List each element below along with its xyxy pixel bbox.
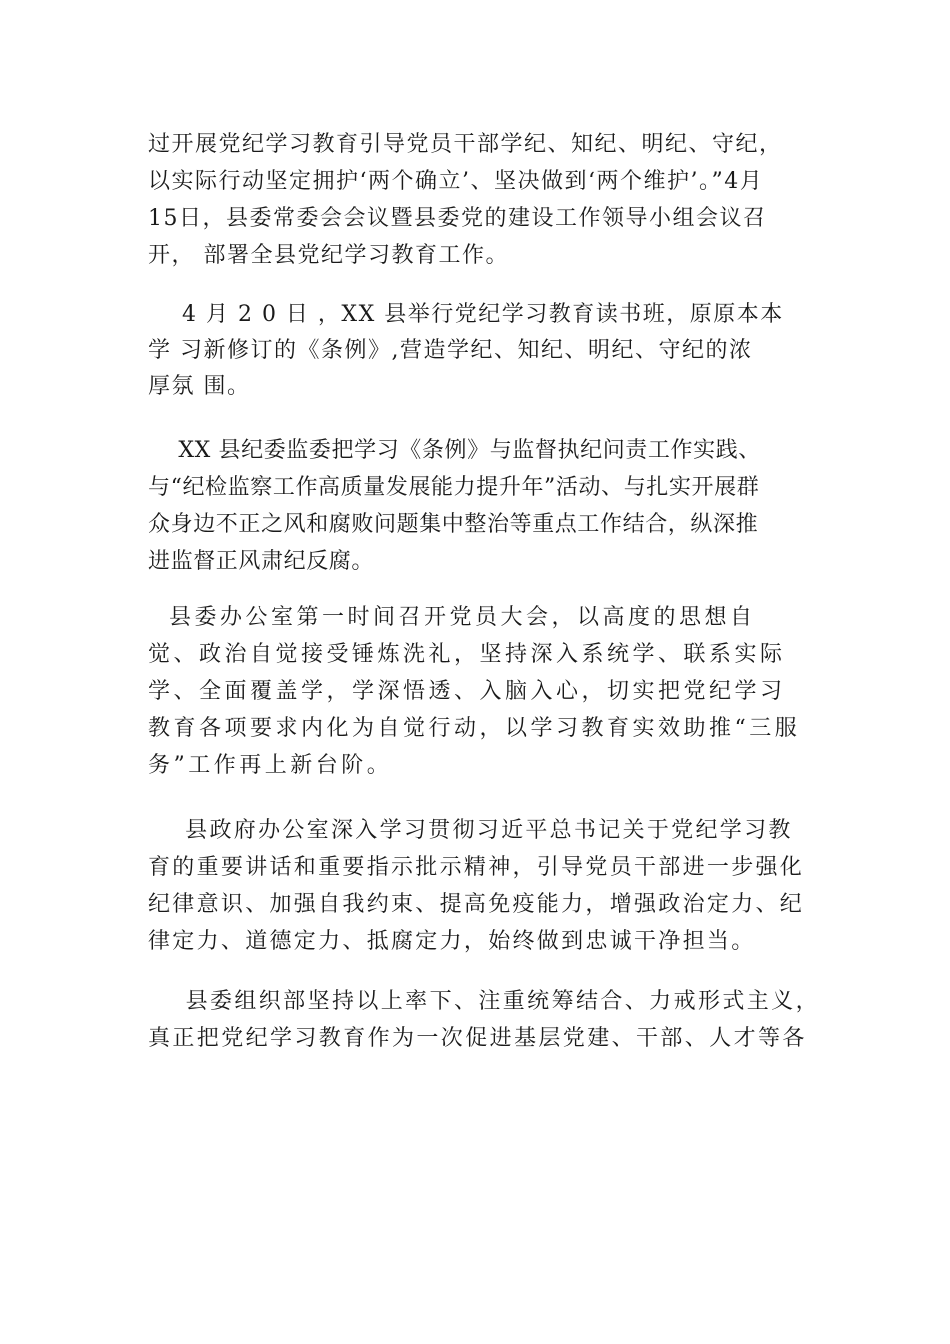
text-line: 开， 部署全县党纪学习教育工作。	[148, 243, 509, 268]
paragraph-5	[148, 812, 828, 960]
text-line: 以实际行动坚定拥护‘两个确立’、坚决做到‘两个维护’。”4月	[148, 169, 764, 194]
text-line: 县政府办公室深入学习贯彻习近平总书记关于党纪学习教	[148, 818, 793, 843]
text-line: 进监督正风肃纪反腐。	[148, 549, 375, 574]
paragraph-2	[148, 297, 828, 405]
text-line: 学 习新修订的《条例》,营造学纪、知纪、明纪、守纪的浓	[148, 338, 753, 363]
text-line: 县委组织部坚持以上率下、注重统筹结合、力戒形式主义，	[148, 989, 820, 1014]
paragraph-1	[148, 126, 828, 274]
text-line: 律定力、道德定力、抵腐定力，始终做到忠诚干净担当。	[148, 929, 756, 954]
text-line: 县委办公室第一时间召开党员大会，以高度的思想自	[148, 605, 756, 630]
text-line: 育的重要讲话和重要指示批示精神，引导党员干部进一步强化	[148, 855, 805, 880]
text-line: 4 月 2 0 日 ，XX 县举行党纪学习教育读书班，原原本本	[148, 302, 784, 327]
text-line: 15日，县委常委会会议暨县委党的建设工作领导小组会议召	[148, 206, 767, 231]
text-line: 觉、政治自觉接受锤炼洗礼，坚持深入系统学、联系实际	[148, 642, 786, 667]
text-line: 教育各项要求内化为自觉行动，以学习教育实效助推“三服	[148, 716, 801, 741]
text-line: 务”工作再上新台阶。	[148, 753, 393, 778]
paragraph-3	[148, 432, 828, 580]
text-line: 众身边不正之风和腐败问题集中整治等重点工作结合，纵深推	[148, 512, 759, 537]
text-line: XX 县纪委监委把学习《条例》与监督执纪问责工作实践、	[148, 438, 761, 463]
text-line: 过开展党纪学习教育引导党员干部学纪、知纪、明纪、守纪，	[148, 132, 783, 157]
text-line: 纪律意识、加强自我约束、提高免疫能力，增强政治定力、纪	[148, 892, 805, 917]
paragraph-6	[148, 983, 828, 1057]
text-line: 真正把党纪学习教育作为一次促进基层党建、干部、人才等各	[148, 1026, 807, 1051]
text-line: 厚氛 围。	[148, 374, 251, 399]
text-line: 与“纪检监察工作高质量发展能力提升年”活动、与扎实开展群	[148, 475, 760, 500]
text-line: 学、全面覆盖学，学深悟透、入脑入心，切实把党纪学习	[148, 679, 786, 704]
paragraph-4	[148, 599, 828, 784]
